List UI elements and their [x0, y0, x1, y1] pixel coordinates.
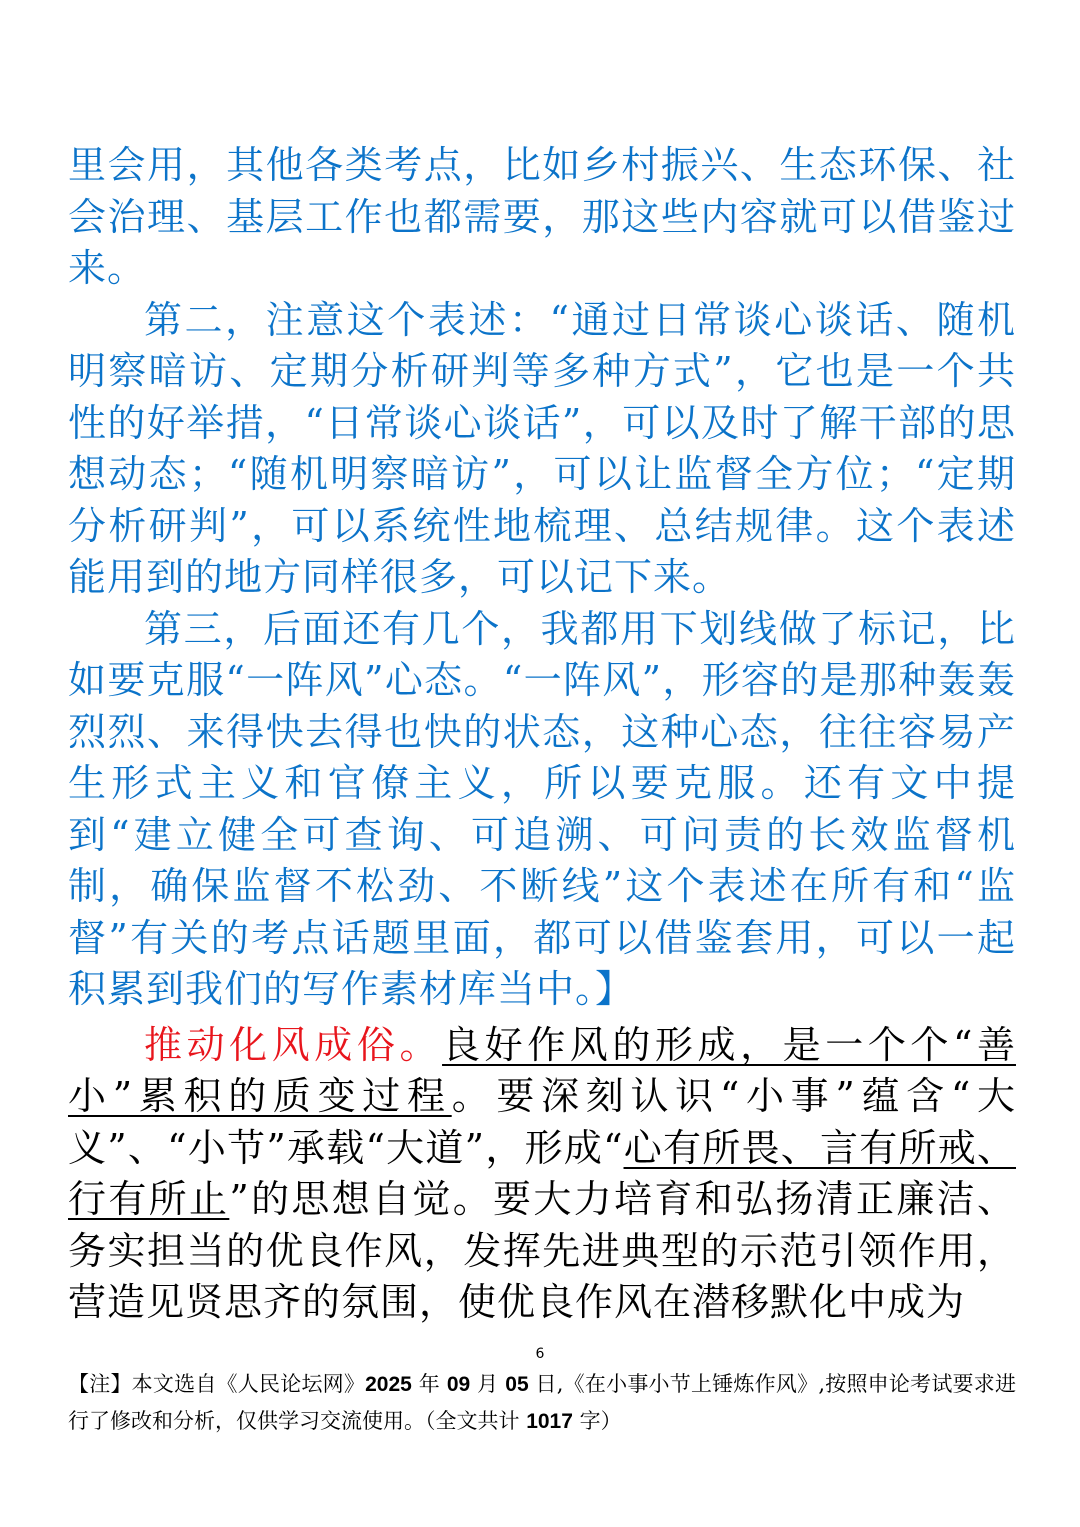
- analysis-paragraph-3: 第三，后面还有几个，我都用下划线做了标记，比如要克服“一阵风”心态。“一阵风”，形容的是那种轰轰烈烈、来得快去得也快的状态，这种心态，往往容易产生形式主义和官僚主义，所以要克服。还有文中提到“建立健全可查询、可追溯、可问责的长效监督机制，确保监督不松劲、不断线”这个表述在所有和“监督”有关的考点话题里面，都可以借鉴套用，可以一起积累到我们的写作素材库当中。】: [68, 606, 1016, 1011]
- main-text-1: 。要深刻认识“小事”蕴含“大义”、“小节”承载“大道”，形成“: [68, 1074, 1016, 1170]
- underlined-phrase-2: 心有所畏、言有所戒、行有所止: [68, 1125, 1016, 1221]
- page-number: 6: [535, 1346, 545, 1362]
- note-word-count: 1017: [526, 1410, 573, 1433]
- note-month-unit: 月: [470, 1372, 506, 1396]
- note-suffix: 字）: [572, 1409, 622, 1433]
- main-text-2: ”的思想自觉。要大力培育和弘扬清正廉洁、务实担当的优良作风，发挥先进典型的示范引领作用，营造见贤思齐的氛围，使优良作风在潜移默化中成为: [68, 1177, 1016, 1324]
- analysis-section: [68, 140, 1016, 1016]
- underlined-phrase-1: 良好作风的形成，是一个个“善小”累积的质变过程: [68, 1022, 1016, 1118]
- footnote: [68, 1366, 1016, 1440]
- main-paragraph: [68, 1020, 1016, 1329]
- analysis-paragraph-2: 第二，注意这个表述：“通过日常谈心谈话、随机明察暗访、定期分析研判等多种方式”，它也是一个共性的好举措，“日常谈心谈话”，可以及时了解干部的思想动态；“随机明察暗访”，可以让监督全方位；“定期分析研判”，可以系统性地梳理、总结规律。这个表述能用到的地方同样很多，可以记下来。: [68, 297, 1016, 599]
- note-year-unit: 年: [411, 1372, 447, 1396]
- note-prefix: 【注】本文选自《人民论坛网》: [68, 1372, 366, 1396]
- note-day-unit: 日,《在小事小节上锤炼作风》,按照申论考试要求进行了修改和分析，仅供学习交流使用。（全文共计: [68, 1372, 1017, 1433]
- analysis-paragraph-1: 里会用，其他各类考点，比如乡村振兴、生态环保、社会治理、基层工作也都需要，那这些内容就可以借鉴过来。: [68, 143, 1016, 290]
- note-day: 05: [505, 1373, 529, 1396]
- document-body: [68, 140, 1016, 1329]
- section-heading: 推动化风成俗。: [144, 1022, 443, 1067]
- note-month: 09: [446, 1373, 471, 1396]
- note-year: 2025: [365, 1373, 412, 1396]
